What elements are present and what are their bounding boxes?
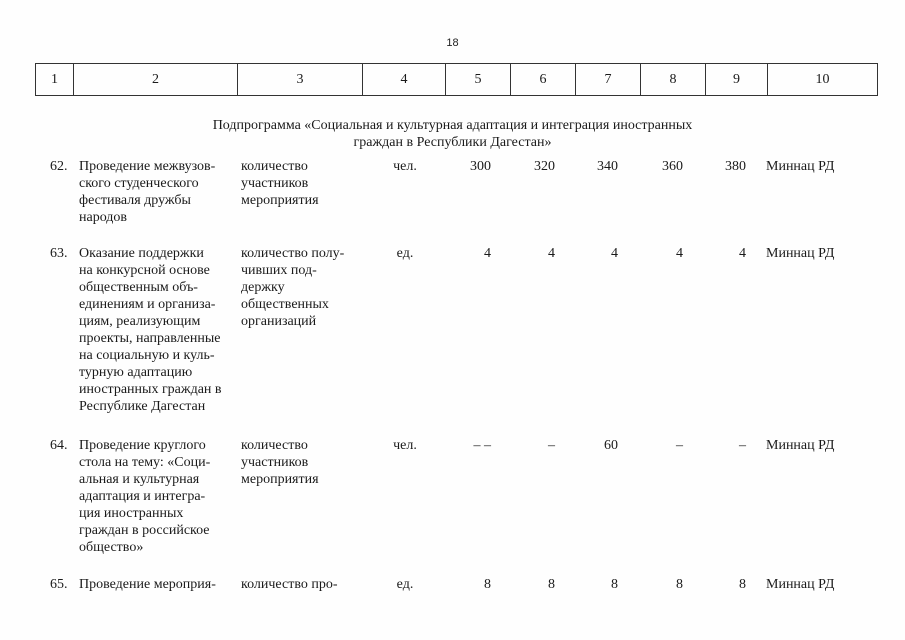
activity-name-line: ция иностранных <box>79 506 184 521</box>
header-col-7: 7 <box>576 64 641 96</box>
value-cell: 380 <box>725 159 746 174</box>
activity-name-line: проекты, направленные <box>79 331 221 346</box>
header-col-8: 8 <box>641 64 706 96</box>
value-cell: 8 <box>484 577 491 592</box>
header-col-5: 5 <box>446 64 511 96</box>
indicator-line: держку <box>241 280 285 295</box>
row-number: 62. <box>50 159 68 174</box>
value-cell: – – <box>473 438 491 453</box>
activity-name-line: Проведение круглого <box>79 438 206 453</box>
executor: Миннац РД <box>766 577 835 592</box>
activity-name-line: граждан в российское <box>79 523 210 538</box>
header-col-10: 10 <box>768 64 878 96</box>
activity-name-line: общество» <box>79 540 144 555</box>
unit: чел. <box>393 438 417 453</box>
header-col-9: 9 <box>706 64 768 96</box>
value-cell: 4 <box>611 246 618 261</box>
indicator-name <box>241 158 361 209</box>
header-col-1: 1 <box>36 64 74 96</box>
subprogram-title <box>0 117 905 151</box>
indicator-line: участников <box>241 176 309 191</box>
indicator-line: количество <box>241 438 308 453</box>
value-cell: 8 <box>739 577 746 592</box>
activity-name <box>79 158 235 226</box>
indicator-line: количество про- <box>241 577 338 592</box>
activity-name-line: на социальную и куль- <box>79 348 215 363</box>
value-cell: 8 <box>548 577 555 592</box>
value-cell: – <box>739 438 746 453</box>
subprogram-title-line-1: Подпрограмма «Социальная и культурная адаптация и интеграция иностранных <box>212 118 693 133</box>
value-cell: 320 <box>534 159 555 174</box>
activity-name-line: Оказание поддержки <box>79 246 204 261</box>
header-col-4: 4 <box>363 64 446 96</box>
indicator-name <box>241 576 361 593</box>
activity-name-line: единениям и организа- <box>79 297 216 312</box>
activity-name-line: фестиваля дружбы <box>79 193 191 208</box>
activity-name <box>79 437 235 556</box>
unit: ед. <box>396 246 414 261</box>
page-number: 18 <box>446 37 459 49</box>
indicator-name <box>241 437 361 488</box>
value-cell: 300 <box>470 159 491 174</box>
row-number: 65. <box>50 577 68 592</box>
value-cell: 8 <box>611 577 618 592</box>
activity-name <box>79 245 235 415</box>
indicator-line: количество полу- <box>241 246 345 261</box>
indicator-name <box>241 245 361 330</box>
column-number-header <box>35 63 878 96</box>
subprogram-title-line-2: граждан в Республики Дагестан» <box>353 135 552 150</box>
header-col-6: 6 <box>511 64 576 96</box>
value-cell: – <box>676 438 683 453</box>
indicator-line: организаций <box>241 314 317 329</box>
row-number: 63. <box>50 246 68 261</box>
executor: Миннац РД <box>766 438 835 453</box>
activity-name <box>79 576 235 593</box>
row-number: 64. <box>50 438 68 453</box>
value-cell: 4 <box>548 246 555 261</box>
value-cell: 4 <box>676 246 683 261</box>
executor: Миннац РД <box>766 246 835 261</box>
activity-name-line: циям, реализующим <box>79 314 201 329</box>
activity-name-line: ского студенческого <box>79 176 199 191</box>
header-col-3: 3 <box>238 64 363 96</box>
unit: чел. <box>393 159 417 174</box>
activity-name-line: народов <box>79 210 128 225</box>
value-cell: 60 <box>604 438 618 453</box>
value-cell: – <box>548 438 555 453</box>
executor: Миннац РД <box>766 159 835 174</box>
indicator-line: чивших под- <box>241 263 317 278</box>
indicator-line: общественных <box>241 297 329 312</box>
indicator-line: участников <box>241 455 309 470</box>
activity-name-line: Республике Дагестан <box>79 399 206 414</box>
activity-name-line: адаптация и интегра- <box>79 489 206 504</box>
activity-name-line: на конкурсной основе <box>79 263 210 278</box>
value-cell: 4 <box>739 246 746 261</box>
activity-name-line: турную адаптацию <box>79 365 193 380</box>
value-cell: 340 <box>597 159 618 174</box>
activity-name-line: Проведение межвузов- <box>79 159 216 174</box>
activity-name-line: альная и культурная <box>79 472 200 487</box>
activity-name-line: стола на тему: «Соци- <box>79 455 211 470</box>
indicator-line: мероприятия <box>241 193 319 208</box>
indicator-line: мероприятия <box>241 472 319 487</box>
activity-name-line: иностранных граждан в <box>79 382 222 397</box>
activity-name-line: общественным объ- <box>79 280 198 295</box>
value-cell: 8 <box>676 577 683 592</box>
activity-name-line: Проведение мероприя- <box>79 577 216 592</box>
unit: ед. <box>396 577 414 592</box>
header-col-2: 2 <box>74 64 238 96</box>
value-cell: 4 <box>484 246 491 261</box>
value-cell: 360 <box>662 159 683 174</box>
indicator-line: количество <box>241 159 308 174</box>
